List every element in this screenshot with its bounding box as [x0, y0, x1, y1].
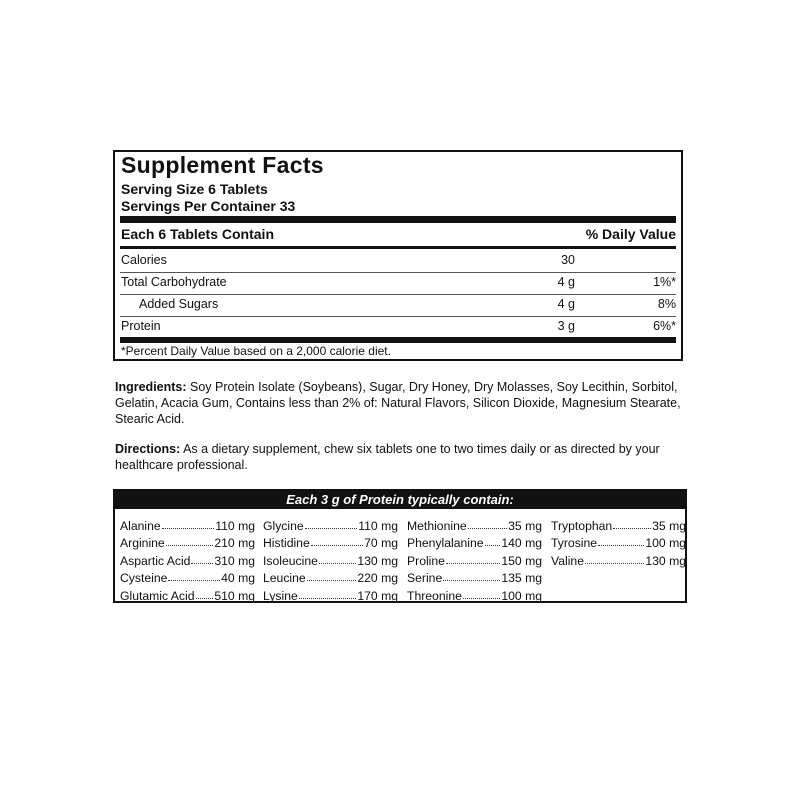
leader-dots — [443, 580, 500, 581]
servings-per-container: Servings Per Container 33 — [121, 198, 296, 214]
amino-acid-name: Serine — [407, 571, 443, 585]
amino-acid-row — [407, 550, 542, 568]
amino-acid-name: Valine — [551, 553, 584, 568]
amino-acid-name: Phenylalanine — [407, 536, 484, 550]
nutrient-row-carbohydrate — [120, 272, 676, 294]
thick-divider-bottom — [120, 337, 676, 343]
amino-acid-value: 130 mg — [645, 553, 686, 568]
leader-dots — [598, 545, 644, 546]
medium-divider — [120, 246, 676, 249]
amino-acid-name: Alanine — [120, 518, 161, 533]
amino-acid-row — [407, 585, 542, 603]
leader-dots — [485, 545, 501, 546]
leader-dots — [311, 545, 363, 546]
amino-acid-value: 70 mg — [364, 536, 398, 550]
leader-dots — [168, 580, 220, 581]
amino-acid-name: Glutamic Acid — [120, 588, 195, 603]
supplement-facts-panel — [113, 150, 683, 361]
amino-acid-panel — [113, 489, 687, 603]
nutrient-amount: 4 g — [557, 275, 575, 289]
nutrient-amount: 3 g — [557, 319, 575, 333]
amino-column-4 — [551, 515, 686, 568]
leader-dots — [166, 545, 214, 546]
panel-title: Supplement Facts — [121, 152, 324, 178]
amino-acid-row — [407, 515, 542, 533]
nutrient-name: Protein — [121, 319, 161, 333]
amino-acid-value: 140 mg — [501, 536, 542, 550]
ingredients-label: Ingredients: — [115, 380, 187, 394]
amino-acid-name: Threonine — [407, 588, 462, 603]
leader-dots — [446, 563, 500, 564]
thick-divider-top — [120, 216, 676, 223]
amino-acid-row — [120, 550, 255, 568]
nutrient-daily-value: 8% — [657, 297, 676, 311]
amino-acid-name: Isoleucine — [263, 553, 318, 568]
leader-dots — [307, 580, 357, 581]
amino-acid-value: 130 mg — [357, 553, 398, 568]
leader-dots — [463, 598, 500, 599]
leader-dots — [305, 528, 358, 529]
amino-acid-value: 170 mg — [357, 588, 398, 603]
amino-acid-row — [263, 585, 398, 603]
leader-dots — [585, 563, 644, 564]
daily-value-footnote: *Percent Daily Value based on a 2,000 calorie diet. — [121, 344, 391, 358]
leader-dots — [319, 563, 356, 564]
amino-acid-row — [120, 533, 255, 551]
directions-paragraph — [115, 441, 690, 473]
serving-size: Serving Size 6 Tablets — [121, 181, 268, 197]
nutrient-amount: 4 g — [557, 297, 575, 311]
amino-acid-name: Aspartic Acid — [120, 553, 191, 568]
nutrient-daily-value: 1%* — [653, 275, 676, 289]
leader-dots — [196, 598, 214, 599]
nutrient-row-added-sugars — [120, 294, 676, 316]
amino-acid-name: Tryptophan — [551, 518, 613, 533]
amino-column-3 — [407, 515, 542, 603]
nutrient-name: Added Sugars — [139, 297, 219, 311]
nutrient-name: Calories — [121, 253, 167, 267]
leader-dots — [299, 598, 357, 599]
amino-acid-value: 150 mg — [501, 553, 542, 568]
directions-label: Directions: — [115, 442, 181, 456]
amino-acid-row — [407, 568, 542, 586]
leader-dots — [162, 528, 215, 529]
leader-dots — [468, 528, 508, 529]
amino-column-2 — [263, 515, 398, 603]
nutrient-row-calories — [120, 250, 676, 272]
column-header — [121, 226, 676, 242]
amino-acid-value: 100 mg — [501, 588, 542, 603]
amino-acid-value: 35 mg — [652, 518, 686, 533]
nutrient-amount: 30 — [561, 253, 575, 267]
amino-acid-row — [263, 568, 398, 586]
amino-acid-value: 135 mg — [501, 571, 542, 585]
amino-acid-header: Each 3 g of Protein typically contain: — [115, 491, 685, 509]
amino-acid-name: Leucine — [263, 571, 306, 585]
amino-acid-row — [263, 515, 398, 533]
ingredients-paragraph — [115, 379, 690, 427]
amino-acid-name: Proline — [407, 553, 445, 568]
ingredients-text: Soy Protein Isolate (Soybeans), Sugar, Dry Honey, Dry Molasses, Soy Lecithin, Sorbitol, Gelatin, Acacia Gum, Contains less than 2% of: Natural Flavors, Silicon Dioxide, Magnesium Stearate, Stearic Acid. — [115, 380, 681, 426]
nutrient-name: Total Carbohydrate — [121, 275, 227, 289]
directions-text: As a dietary supplement, chew six tablets one to two times daily or as directed by your healthcare professional. — [115, 442, 660, 472]
amino-acid-row — [120, 585, 255, 603]
amino-acid-name: Lysine — [263, 588, 298, 603]
amino-acid-row — [407, 533, 542, 551]
amino-acid-name: Methionine — [407, 518, 467, 533]
amino-acid-row — [120, 568, 255, 586]
amino-acid-name: Cysteine — [120, 571, 168, 585]
amino-acid-row — [263, 533, 398, 551]
nutrient-daily-value: 6%* — [653, 319, 676, 333]
amino-acid-name: Glycine — [263, 518, 304, 533]
amino-acid-row — [263, 550, 398, 568]
amino-acid-value: 220 mg — [357, 571, 398, 585]
nutrient-row-protein — [120, 316, 676, 338]
amino-acid-value: 510 mg — [214, 588, 255, 603]
amino-acid-value: 210 mg — [214, 536, 255, 550]
amino-acid-row — [551, 533, 686, 551]
leader-dots — [613, 528, 651, 529]
leader-dots — [191, 563, 213, 564]
amino-acid-row — [120, 515, 255, 533]
amino-acid-value: 100 mg — [645, 536, 686, 550]
column-header-daily-value: % Daily Value — [585, 226, 676, 242]
column-header-amount: Each 6 Tablets Contain — [121, 226, 274, 242]
amino-acid-name: Tyrosine — [551, 536, 598, 550]
amino-acid-name: Histidine — [263, 536, 310, 550]
amino-acid-value: 110 mg — [358, 518, 398, 533]
amino-acid-value: 110 mg — [215, 518, 255, 533]
amino-acid-row — [551, 515, 686, 533]
amino-acid-row — [551, 550, 686, 568]
amino-acid-value: 310 mg — [214, 553, 255, 568]
amino-acid-value: 35 mg — [508, 518, 542, 533]
amino-acid-name: Arginine — [120, 536, 165, 550]
amino-column-1 — [120, 515, 255, 603]
amino-acid-value: 40 mg — [221, 571, 255, 585]
